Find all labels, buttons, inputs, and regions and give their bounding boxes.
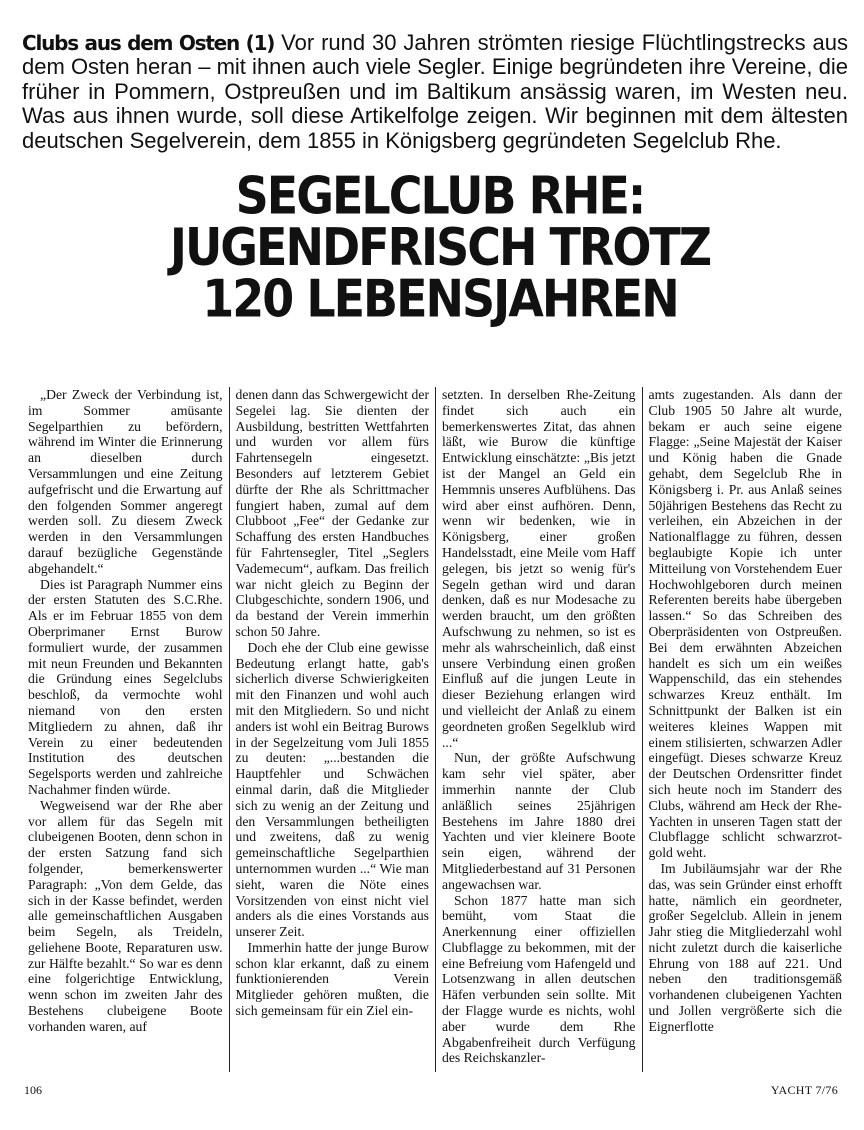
text-column-2 [229, 387, 436, 1072]
series-kicker: Clubs aus dem Osten (1) [22, 31, 275, 55]
article-headline [80, 165, 800, 330]
paragraph: amts zugestanden. Als dann der Club 1905 50 Jahre alt wurde, bekam er auch seine eigene Flagge: „Seine Majestät der Kaiser und König haben die Gnade gehabt, dem Segelclub Rhe in Königsberg i. Pr. aus Anlaß seines 50jährigen Bestehens das Recht zu verleihen, ein Abzeichen in der Nationalflagge zu führen, dessen beglaubigte Kopie ich unter Mitteilung von Vorstehendem Euer Hochwohlgeboren durch meinen Referenten bereits habe übergeben lassen.“ So das Schreiben des Oberpräsidenten von Ostpreußen. Bei dem erwähnten Abzeichen handelt es sich um ein weißes Wappenschild, das ein stehendes schwarzes Kreuz enthält. Im Schnittpunkt der Balken ist ein weiteres kleines Wappen mit einem stilisierten, schwarzen Adler eingefügt. Dieses schwarze Kreuz der Deutschen Ordensritter findet sich heute noch im Standerr des Clubs, während am Heck der Rhe-Yachten in unseren Tagen statt der Clubflagge schlicht schwarzrot-gold weht. [648, 387, 842, 861]
paragraph: Schon 1877 hatte man sich bemüht, vom Staat die Anerkennung einer offiziellen Clubflagge zu bekommen, mit der eine Befreiung vom Hafengeld und Lotsenzwang in allen deutschen Häfen verbunden sein sollte. Mit der Flagge wurde es nichts, wohl aber wurde dem Rhe Abgabenfreiheit durch Verfügung des Reichskanzler- [442, 892, 636, 1066]
article-body [22, 387, 848, 1072]
text-column-4 [642, 387, 849, 1072]
paragraph: Nun, der größte Aufschwung kam sehr viel später, aber immerhin nannte der Club anläßlich seines 25jährigen Bestehens im Jahre 1880 drei Yachten und vier kleinere Boote sein eigen, während der Mitgliederbestand auf 31 Personen angewachsen war. [442, 750, 636, 892]
paragraph: Im Jubiläumsjahr war der Rhe das, was sein Gründer einst erhofft hatte, nämlich ein geordneter, großer Segelclub. Allein in jenem Jahr stieg die Mitgliederzahl wohl nicht zuletzt durch die kaiserliche Ehrung von 188 auf 221. Und neben den traditionsgemäß vorhandenen clubeigenen Yachten und Jollen vergrößerte sich die Eignerflotte [648, 860, 842, 1034]
intro-text: Vor rund 30 Jahren strömten riesige Flüchtlingstrecks aus dem Osten heran – mit ihnen auch viele Segler. Einige begründeten ihre Vereine, die früher in Pommern, Ostpreußen und im Baltikum ansässig waren, im Westen neu. Was aus ihnen wurde, soll diese Artikelfolge zeigen. Wir beginnen mit dem ältesten deutschen Segelverein, dem 1855 in Königsberg gegründeten Segelclub Rhe. [22, 30, 848, 153]
text-column-3 [435, 387, 642, 1072]
intro-paragraph [22, 31, 848, 153]
page-number: 106 [24, 1083, 42, 1097]
text-column-1 [22, 387, 229, 1072]
headline-line-3: 120 LEBENSJAHREN [202, 268, 678, 330]
paragraph: Dies ist Paragraph Nummer eins der ersten Statuten des S.C.Rhe. Als er im Februar 1855 von dem Oberprimaner Ernst Burow formuliert wurde, der zusammen mit neun Freunden und Bekannten die Gründung eines Segelclubs beschloß, da vermochte wohl niemand von den ersten Mitgliedern zu ahnen, daß ihr Verein zu einer bedeutenden Institution des deutschen Segelsports werden und zahlreiche Nachahmer finden würde. [28, 576, 223, 797]
paragraph: denen dann das Schwergewicht der Segelei lag. Sie dienten der Ausbildung, bestritten Wettfahrten und wurden vor allem fürs Fahrtensegeln eingesetzt. Besonders auf letzterem Gebiet dürfte der Rhe als Schrittmacher fungiert haben, zumal auf dem Clubboot „Fee“ der Gedanke zur Schaffung des ersten Handbuches für Fahrtensegler, Titel „Seglers Vademecum“, aufkam. Das freilich war nicht gleich zu Beginn der Clubgeschichte, sondern 1906, und da bestand der Verein immerhin schon 50 Jahre. [235, 387, 429, 639]
headline-line-2: JUGENDFRISCH TROTZ [169, 217, 711, 278]
paragraph: setzten. In derselben Rhe-Zeitung findet sich auch ein bemerkenswertes Zitat, das ahnen läßt, wie Burow die künftige Entwicklung einschätzte: „Bis jetzt ist der Mangel an Geld ein Hemmnis unseres Aufblühens. Das wird aber einst aufhören. Denn, wenn wir bedenken, wie in Königsberg, einer großen Handelsstadt, eine Meile vom Haff gelegen, bis jetzt so wenig für's Segeln gethan wird und daran denken, daß es nur Modesache zu werden braucht, um den größten Aufschwung zu nehmen, so ist es mehr als wahrscheinlich, daß einst unsere Verbindung einen großen Einfluß auf die jungen Leute in dieser Beziehung erlangen wird und vielleicht der Anlaß zu einem geordneten großen Segelklub wird ...“ [442, 387, 636, 750]
headline-line-1: SEGELCLUB RHE: [235, 165, 645, 226]
paragraph: Wegweisend war der Rhe aber vor allem für das Segeln mit clubeigenen Booten, denn schon in der ersten Satzung fand sich folgender, bemerkenswerter Paragraph: „Von dem Gelde, das sich in der Kasse befindet, werden alle gemeinschaftlichen Ausgaben beim Segeln, als Treideln, geliehene Boote, Reparaturen usw. zur Hälfte bezahlt.“ So war es denn eine folgerichtige Entwicklung, wenn schon im zweiten Jahr des Bestehens clubeigene Boote vorhanden waren, auf [28, 797, 223, 1034]
paragraph: Immerhin hatte der junge Burow schon klar erkannt, daß zu einem funktionierenden Verein Mitglieder gehören mußten, die sich gemeinsam für ein Ziel ein- [235, 939, 429, 1019]
issue-label: YACHT 7/76 [770, 1083, 838, 1097]
paragraph: „Der Zweck der Verbindung ist, im Sommer amüsante Segelparthien zu befördern, während im Winter die Erinnerung an dieselben durch Versammlungen und eine Zeitung aufgefrischt und die Erwartung auf den folgenden Sommer angeregt werden soll. Zu diesem Zweck werden in den Versammlungen darauf bezügliche Gegenstände abgehandelt.“ [28, 387, 223, 576]
paragraph: Doch ehe der Club eine gewisse Bedeutung erlangt hatte, gab's sicherlich diverse Schwierigkeiten mit den Finanzen und wohl auch mit den Mitgliedern. So und nicht anders ist wohl ein Beitrag Burows in der Segelzeitung vom Juli 1855 zu deuten: „...bestanden die Hauptfehler und Schwächen einmal darin, daß die Mitglieder sich zu wenig an der Zeitung und den Versammlungen betheiligten und zweitens, daß zu wenig gemeinschaftliche Segelparthien unternommen wurden ...“ Wie man sieht, waren die Nöte eines Vorsitzenden von einst nicht viel anders als die eines Vorstands aus unserer Zeit. [235, 639, 429, 940]
